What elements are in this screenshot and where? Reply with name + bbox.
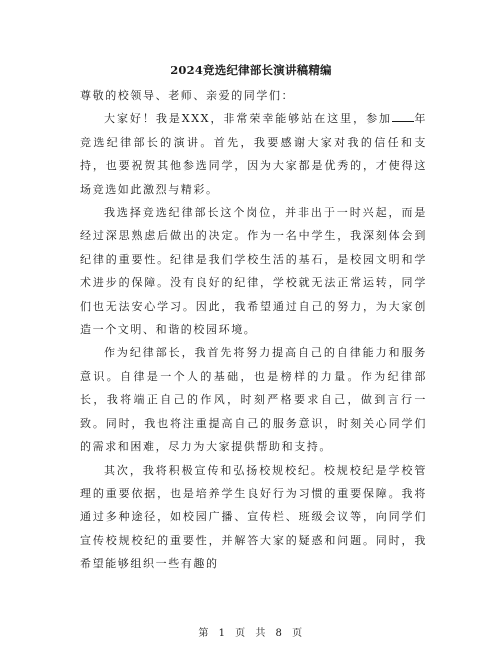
paragraph-2: 我选择竞选纪律部长这个岗位，并非出于一时兴起，而是经过深思熟虑后做出的决定。作为一名中学生，我深刻体会到纪律的重要性。纪律是我们学校生活的基石，是校园文明和学术进步的保障。没有良好的纪律，学校就无法正常运转，同学们也无法安心学习。因此，我希望通过自己的努力，为大家创造一个文明、和谐的校园环境。: [80, 206, 427, 337]
paragraph-3: 作为纪律部长，我首先将努力提高自己的自律能力和服务意识。自律是一个人的基础，也是榜样的力量。作为纪律部长，我将端正自己的作风，时刻严格要求自己，做到言行一致。同时，我也将注重提高自己的服务意识，时刻关心同学们的需求和困难，尽力为大家提供帮助和支持。: [80, 346, 427, 454]
paragraph-1-end: 年竞选纪律部长的演讲。首先，我要感谢大家对我的信任和支持，也要祝贺其他参选同学，因为大家都是优秀的，才使得这场竞选如此激烈与精彩。: [80, 112, 427, 196]
paragraph-1-start: 大家好！我是XXX，非常荣幸能够站在这里，参加: [104, 112, 393, 126]
footer-page-word: 第: [198, 628, 210, 639]
paragraph-1: [80, 107, 427, 201]
document-body: [80, 84, 427, 576]
footer-page-number: 1: [218, 628, 227, 639]
footer-total-pages: 8: [275, 628, 284, 639]
page-footer: [0, 624, 502, 639]
footer-page-unit: 页: [235, 628, 247, 639]
paragraph-4: 其次，我将积极宣传和弘扬校规校纪。校规校纪是学校管理的重要依据，也是培养学生良好行为习惯的重要保障。我将通过多种途径，如校园广播、宣传栏、班级会议等，向同学们宣传校规校纪的重要性，并解答大家的疑惑和问题。同时，我希望能够组织一些有趣的: [80, 463, 427, 571]
document-title: 2024竞选纪律部长演讲稿精编: [170, 63, 332, 77]
footer-total-unit: 页: [292, 628, 304, 639]
fill-in-blank: [392, 111, 414, 122]
salutation: 尊敬的校领导、老师、亲爱的同学们：: [80, 89, 295, 102]
footer-total-word: 共: [255, 628, 267, 639]
